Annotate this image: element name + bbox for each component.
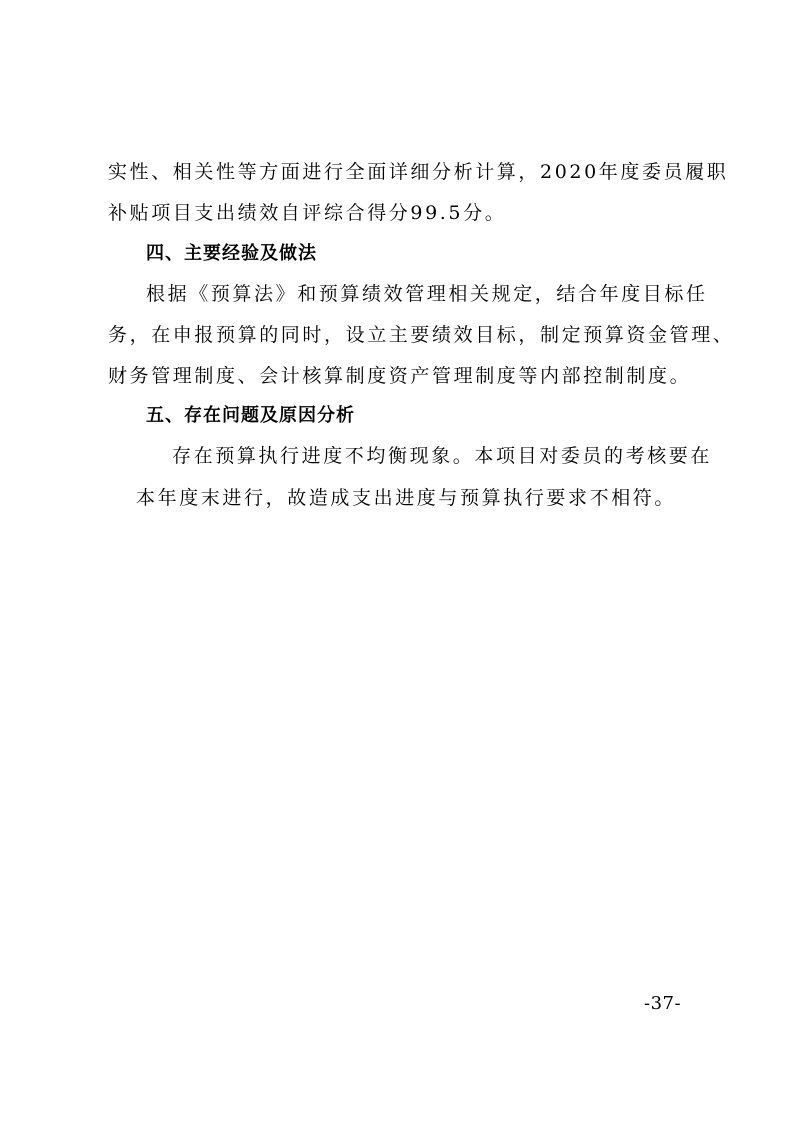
section-heading-5: 五、存在问题及原因分析 <box>146 405 355 426</box>
paragraph-line: 存在预算执行进度不均衡现象。本项目对委员的考核要在 <box>172 445 713 467</box>
paragraph-line: 本年度末进行，故造成支出进度与预算执行要求不相符。 <box>136 487 677 509</box>
paragraph-line: 根据《预算法》和预算绩效管理相关规定，结合年度目标任 <box>146 283 708 305</box>
paragraph-line: 补贴项目支出绩效自评综合得分99.5分。 <box>108 202 507 224</box>
paragraph-line: 务，在申报预算的同时，设立主要绩效目标，制定预算资金管理、 <box>108 324 735 346</box>
page-number: -37- <box>644 993 682 1014</box>
paragraph-line: 财务管理制度、会计核算制度资产管理制度等内部控制制度。 <box>108 365 692 387</box>
paragraph-line: 实性、相关性等方面进行全面详细分析计算，2020年度委员履职 <box>108 161 729 183</box>
section-heading-4: 四、主要经验及做法 <box>146 243 317 264</box>
